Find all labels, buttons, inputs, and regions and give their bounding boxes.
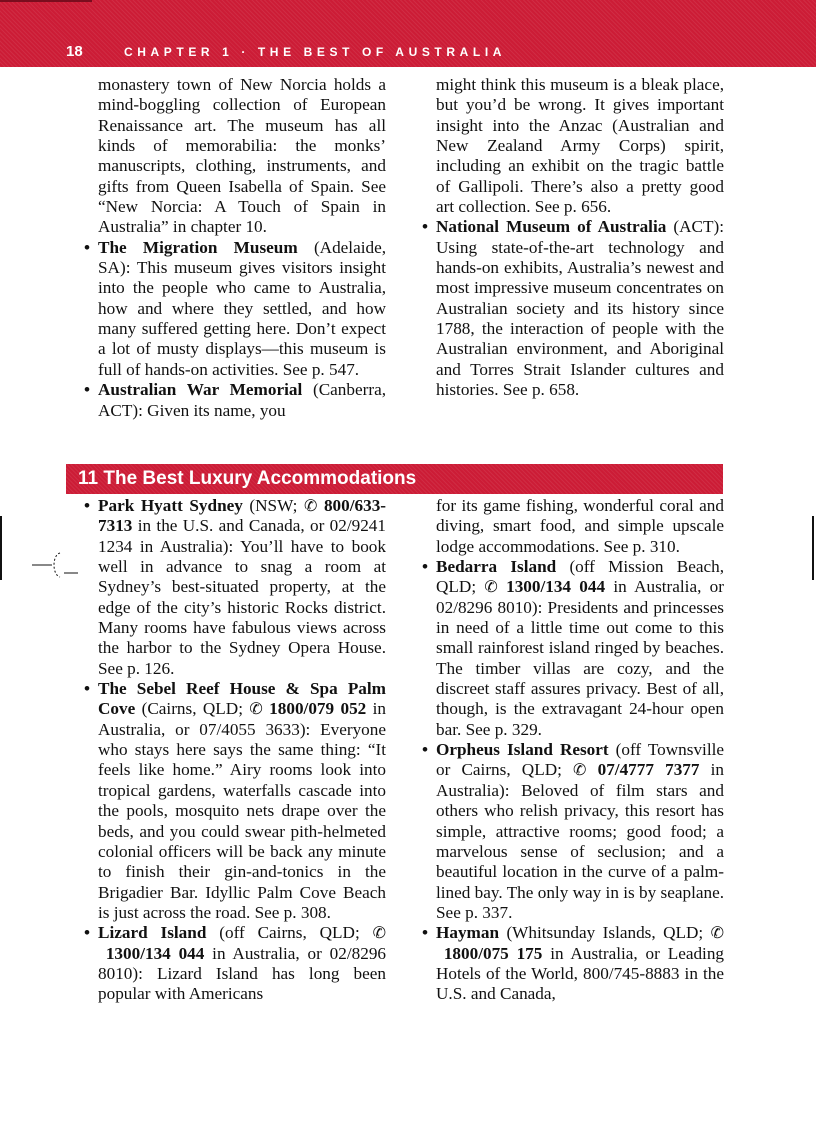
museum-name: National Museum of Australia: [436, 217, 667, 237]
list-item: [422, 740, 725, 923]
section-title: 11 The Best Luxury Accommodations: [78, 468, 417, 489]
list-item: [84, 496, 387, 679]
right-edge-mark: [812, 516, 814, 580]
list-item: [84, 923, 387, 1004]
left-edge-mark: [0, 516, 2, 580]
hotel-location: (Cairns, QLD;: [135, 699, 250, 719]
phone-icon: ✆: [304, 498, 318, 515]
hotel-location: (off Townsville or Cairns, QLD;: [436, 740, 724, 780]
hotel-location: (Whitsunday Islands, QLD;: [499, 923, 711, 943]
list-item: [84, 380, 386, 421]
hotel-description: in Australia, or 02/8296 8010): Presidents and princesses in need of a little time out come to this small rainforest island ringed by beaches. The timber villas are cozy, and the discreet staff assures privacy. Best of all, though, is the extravagant 24-hour open bar. See p. 329.: [436, 577, 724, 739]
top-left-column: [84, 75, 386, 421]
list-item: [422, 557, 724, 740]
bullet-icon: •: [84, 380, 91, 400]
museum-description: (Adelaide, SA): This museum gives visitors insight into the people who came to Australia, how and where they settled, and how many suffered getting here. Don’t expect a lot of musty displays—this museum is full of hands-on activities. See p. 547.: [98, 237, 386, 379]
bullet-icon: •: [422, 740, 429, 760]
hotel-description: in Australia, or 02/8296 8010): Lizard Island has long been popular with Americans: [98, 943, 387, 1004]
bullet-icon: •: [422, 923, 429, 943]
header-notch: [0, 0, 92, 2]
list-item: [422, 923, 725, 1004]
bullet-icon: •: [422, 217, 429, 237]
phone-icon: ✆: [710, 925, 724, 943]
running-head: CHAPTER 1 · THE BEST OF AUSTRALIA: [124, 45, 507, 59]
museum-name: Australian War Memorial: [98, 380, 303, 400]
hotel-name: Park Hyatt Sydney: [98, 496, 243, 515]
phone-number: 1800/079 052: [269, 699, 367, 719]
hotel-name: Hayman: [436, 923, 500, 943]
bullet-icon: •: [422, 557, 429, 577]
section-heading-bar: [66, 464, 723, 494]
phone-icon: ✆: [249, 701, 263, 719]
bullet-icon: •: [84, 237, 91, 257]
museum-name: The Migration Museum: [98, 237, 298, 257]
phone-number: 1300/134 044: [105, 943, 205, 963]
bottom-right-column: [422, 496, 725, 1005]
phone-number: 07/4777 7377: [597, 760, 700, 780]
bullet-icon: •: [84, 923, 91, 943]
bottom-left-column: [84, 496, 387, 1005]
continued-paragraph: might think this museum is a bleak place, but you’d be wrong. It gives important insight into the Anzac (Australian and New Zealand Army Corps) spirit, including an exhibit on the tragic battle of Gallipoli. There’s also a pretty good art collection. See p. 656.: [436, 75, 724, 217]
phone-number: 800/633-7313: [98, 496, 387, 536]
bullet-icon: •: [84, 679, 91, 699]
phone-icon: ✆: [372, 925, 386, 943]
page-number: 18: [66, 43, 83, 60]
bullet-icon: •: [84, 496, 91, 515]
phone-icon: ✆: [484, 579, 498, 597]
hotel-location: (off Cairns, QLD;: [206, 923, 373, 943]
phone-number: 1300/134 044: [506, 577, 606, 597]
hotel-location: (NSW;: [242, 496, 304, 515]
museum-description: (Canberra, ACT): Given its name, you: [98, 380, 386, 420]
hotel-location: (off Mission Beach, QLD;: [436, 557, 724, 597]
phone-number: 1800/075 175: [443, 943, 543, 963]
list-item: [422, 217, 724, 400]
hotel-name: Lizard Island: [98, 923, 207, 943]
crop-mark-icon: [32, 549, 80, 579]
phone-icon: ✆: [573, 762, 587, 780]
hotel-name: Bedarra Island: [436, 557, 557, 577]
hotel-description: in the U.S. and Canada, or 02/9241 1234 in Australia): You’ll have to book well in advance to snag a room at Sydney’s best-situated property, at the edge of the city’s historic Rocks district. Many rooms have fabulous views across the harbor to the Sydney Opera House. See p. 126.: [98, 516, 386, 678]
top-right-column: [422, 75, 724, 401]
hotel-name: The Sebel Reef House & Spa Palm Cove: [98, 679, 386, 719]
list-item: [84, 679, 387, 923]
hotel-description: in Australia, or Leading Hotels of the World, 800/745-8883 in the U.S. and Canada,: [436, 943, 725, 1004]
hotel-description: in Australia): Beloved of film stars and others who relish privacy, this resort has simple, attractive rooms; good food; a marvelous sense of seclusion; and a beautiful location in the curve of a palm-lined bay. The only way in is by seaplane. See p. 337.: [436, 760, 725, 922]
hotel-name: Orpheus Island Resort: [436, 740, 609, 760]
museum-description: (ACT): Using state-of-the-art technology and hands-on exhibits, Australia’s newest and most impressive museum concentrates on Australian society and its history since 1788, the interaction of people with the Australian environment, and Aboriginal and Torres Strait Islander cultures and histories. See p. 658.: [436, 217, 724, 400]
chapter-header-band: [0, 0, 816, 67]
continued-paragraph: monastery town of New Norcia holds a mind-boggling collection of European Renaissance art. The museum has all kinds of memorabilia: the monks’ manuscripts, clothing, instruments, and gifts from Queen Isabella of Spain. See “New Norcia: A Touch of Spain in Australia” in chapter 10.: [98, 75, 386, 237]
hotel-description: in Australia, or 07/4055 3633): Everyone who stays here says the same thing: “It feels like home.” Airy rooms look into tropical gardens, waterfalls cascade into the pools, mosquito nets drape over the beds, and you could swear pith-helmeted colonial officers will be back any minute to finish their gin-and-tonics in the Brigadier Bar. Idyllic Palm Cove Beach is just across the road. See p. 308.: [98, 699, 387, 922]
list-item: [84, 237, 386, 380]
continued-paragraph: for its game fishing, wonderful coral and diving, smart food, and simple upscale lodge accommodations. See p. 310.: [436, 496, 724, 556]
